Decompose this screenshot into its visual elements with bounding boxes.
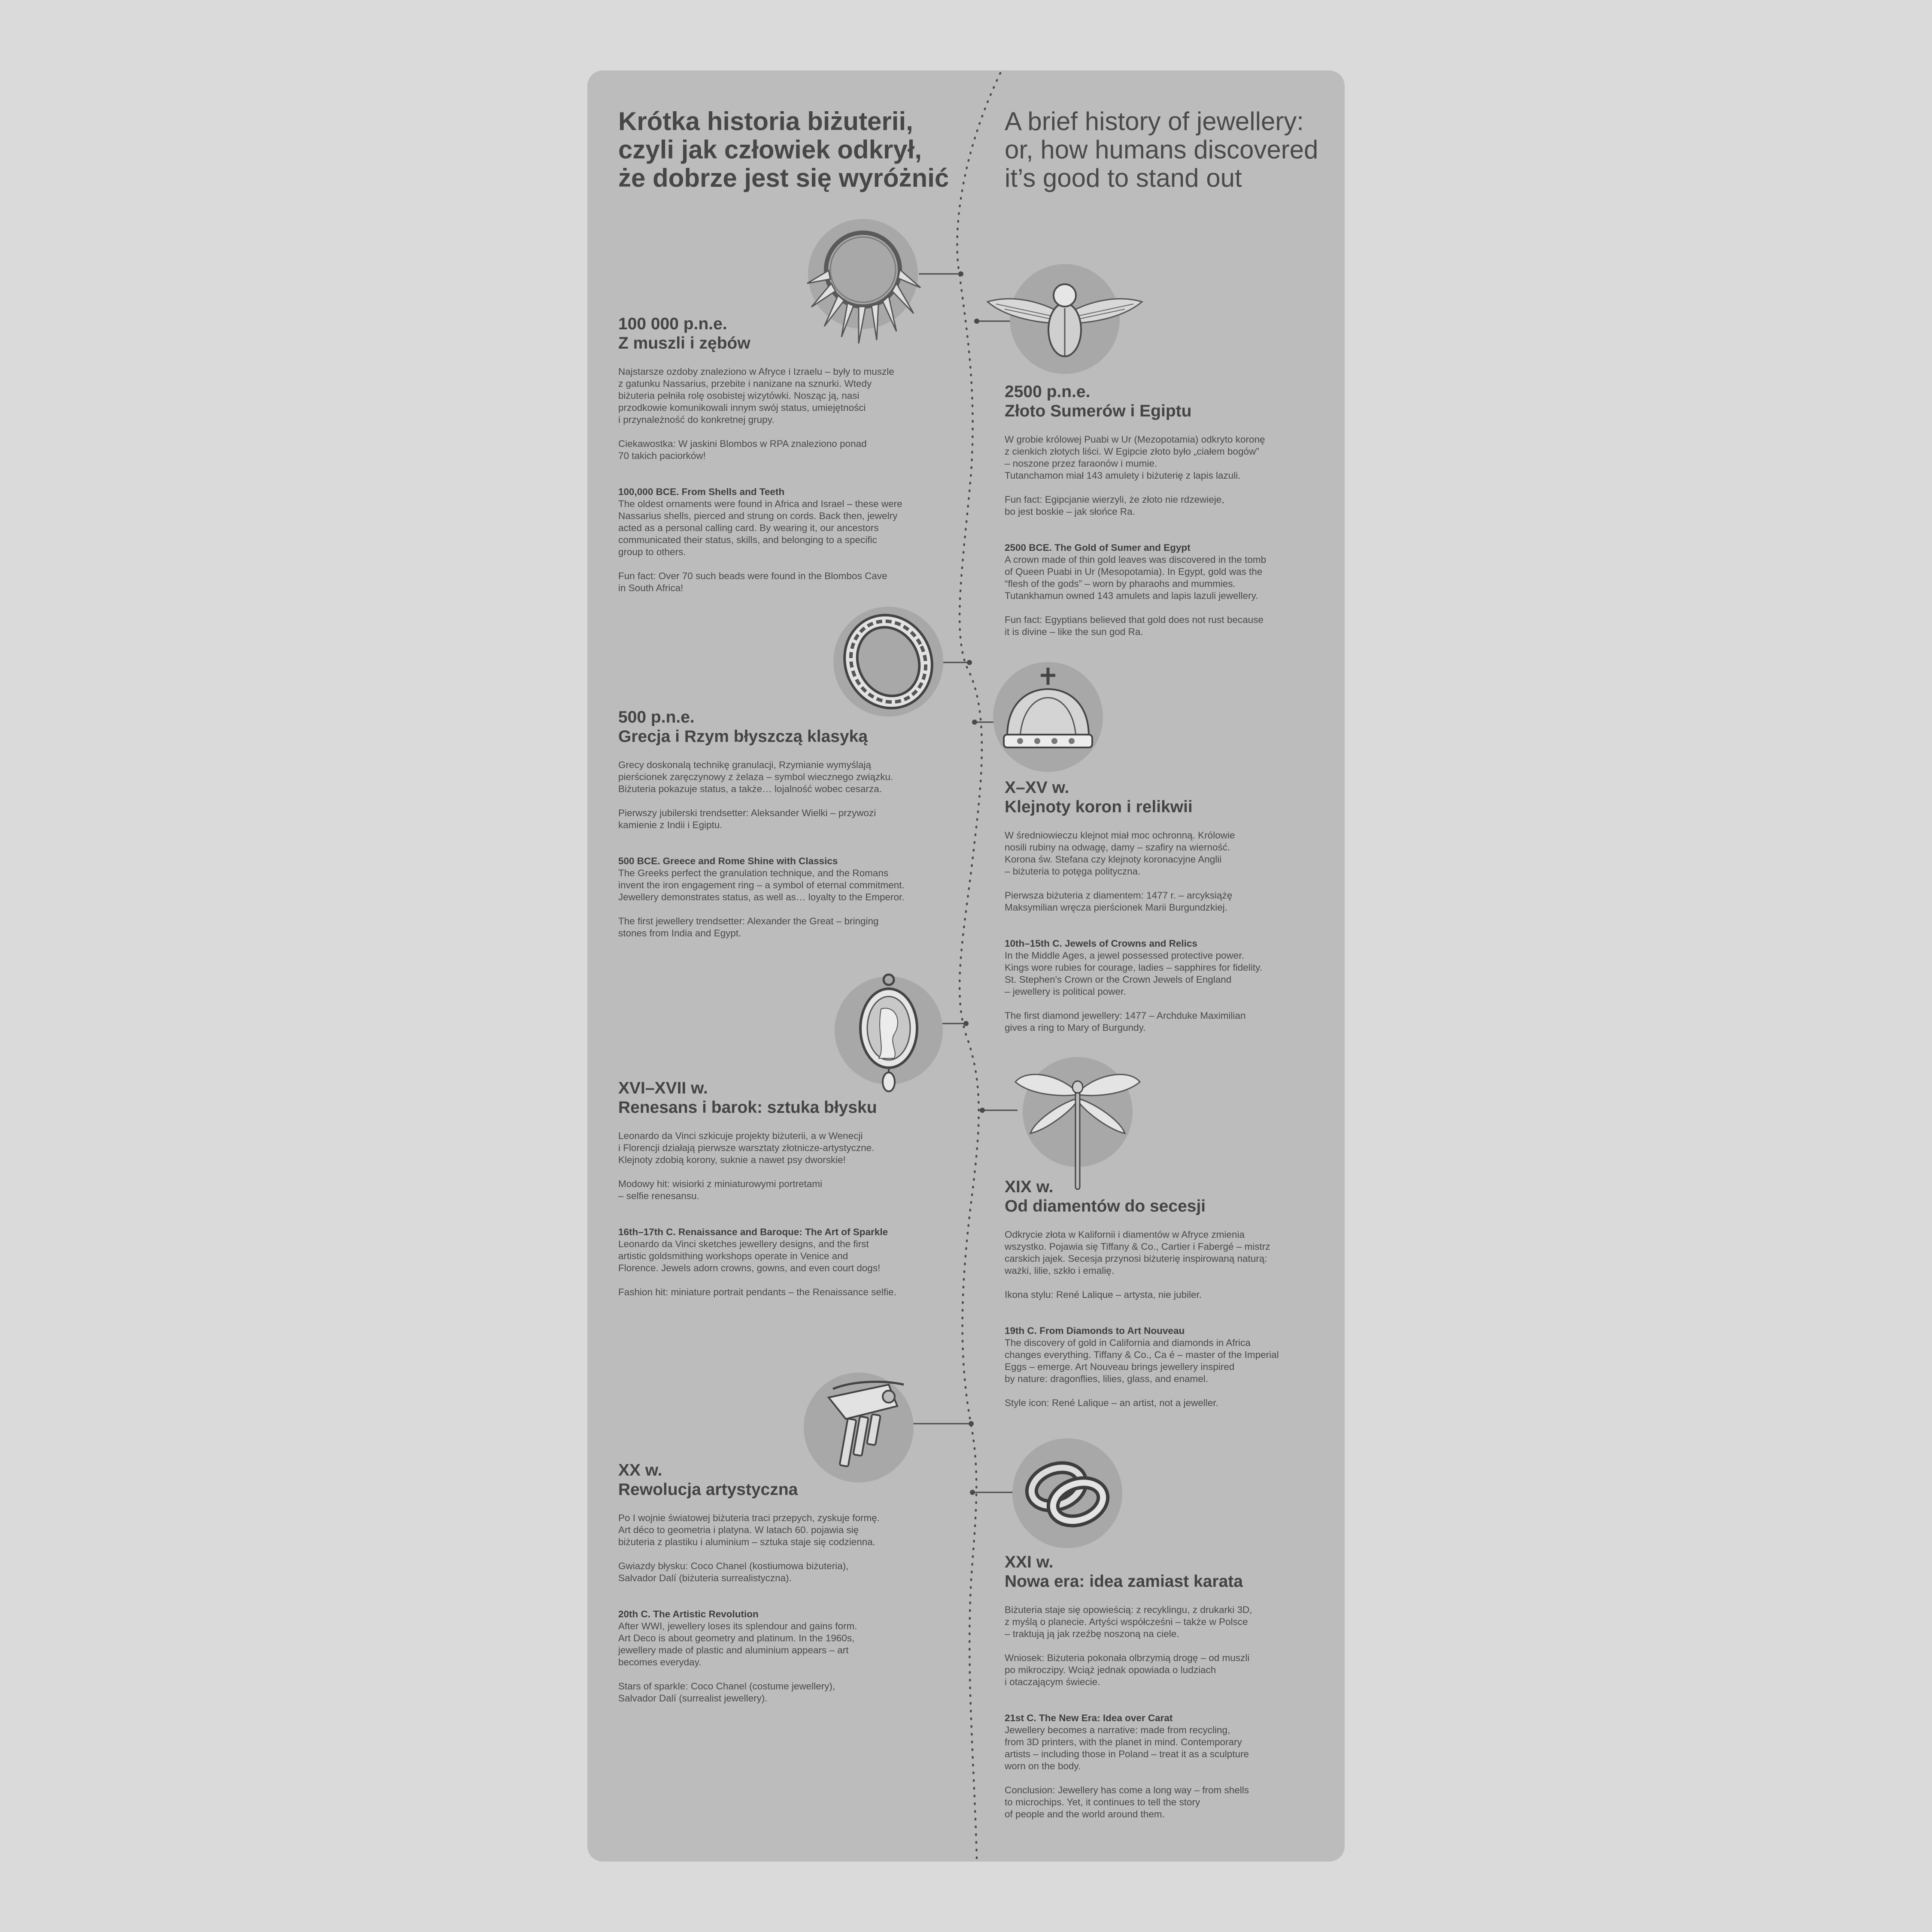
entry-pl-fact: Fun fact: Egipcjanie wierzyli, że złoto nie rdzewieje, bo jest boskie – jak słońce Ra. [1005,494,1224,517]
entry-title: Z muszli i zębów [618,334,750,352]
entry-10th-15th-century [1005,778,1331,1046]
entry-pl-fact: Gwiazdy błysku: Coco Chanel (kostiumowa biżuteria), Salvador Dalí (biżuteria surrealistyczna). [618,1561,849,1583]
entry-en-body: Leonardo da Vinci sketches jewellery designs, and the first artistic goldsmithing workshops operate in Venice and Florence. Jewels adorn crowns, gowns, and even court dogs! [618,1239,881,1273]
entry-pl-body: Leonardo da Vinci szkicuje projekty biżuterii, a w Wenecji i Florencji działają pierwsze warsztaty złotnicze-artystyczne. Klejnoty zdobią korony, suknie a nawet psy dworskie! [618,1130,875,1165]
entry-en-body: Jewellery becomes a narrative: made from recycling, from 3D printers, with the planet in mind. Contemporary artists – including those in Poland – treat it as a sculpture worn on the body. [1005,1725,1249,1771]
entry-pl-body: Po I wojnie światowej biżuteria traci przepych, zyskuje formę. Art déco to geometria i platyna. W latach 60. pojawia się biżuteria z plastiku i aluminium – sztuka staje się codzienna. [618,1513,880,1547]
entry-heading [618,1078,945,1117]
entry-en-fact: Stars of sparkle: Coco Chanel (costume jewellery), Salvador Dalí (surrealist jewellery). [618,1681,835,1704]
entry-title: Od diamentów do secesji [1005,1197,1206,1215]
entry-heading [1005,778,1331,817]
entry-heading [618,314,945,353]
entry-en-body: A crown made of thin gold leaves was discovered in the tomb of Queen Puabi in Ur (Mesopotamia). In Egypt, gold was the “flesh of the gods” – worn by pharaohs and mummies. Tutankhamun owned 143 amulets and lapis lazuli jewellery. [1005,554,1267,601]
entry-20th-century [618,1461,945,1716]
dragonfly-icon [1013,1056,1142,1194]
entry-en-heading: 20th C. The Artistic Revolution [618,1609,759,1619]
entry-heading [1005,382,1331,421]
entry-en-heading: 21st C. The New Era: Idea over Carat [1005,1713,1173,1723]
entry-date: XIX w. [1005,1178,1054,1196]
page-title-pl: Krótka historia biżuterii, czyli jak człowiek odkrył, że dobrze jest się wyróżnić [618,107,949,192]
entry-en-fact: Conclusion: Jewellery has come a long way – from shells to microchips. Yet, it continues to tell the story of people and the world around them. [1005,1785,1249,1820]
winged-scarab-icon [983,261,1146,386]
entry-en-body: The Greeks perfect the granulation technique, and the Romans invent the iron engagement ring – a symbol of eternal commitment. Jewellery demonstrates status, as well as… loyalty to the Emperor. [618,868,905,902]
entry-pl-body: W grobie królowej Puabi w Ur (Mezopotamia) odkryto koronę z cienkich złotych liści. W Egipcie złoto było „ciałem bogów” – noszone przez faraonów i mumie. Tutanchamon miał 143 amulety i biżuterię z lapis lazuli. [1005,434,1265,481]
entry-title: Renesans i barok: sztuka błysku [618,1098,877,1117]
entry-21st-century [1005,1552,1331,1832]
entry-heading [1005,1177,1331,1216]
entry-title: Złoto Sumerów i Egiptu [1005,402,1192,420]
entry-pl-fact: Wniosek: Biżuteria pokonała olbrzymią drogę – od muszli po mikroczipy. Wciąż jednak opowiada o ludziach i otaczającym świecie. [1005,1653,1250,1687]
entry-en-body: After WWI, jewellery loses its splendour and gains form. Art Deco is about geometry and platinum. In the 1960s, jewellery made of plastic and aluminium appears – art becomes everyday. [618,1621,857,1668]
entry-en-fact: Fun fact: Egyptians believed that gold does not rust because it is divine – like the sun god Ra. [1005,614,1264,637]
crown-icon [990,659,1106,775]
entry-en-fact: Style icon: René Lalique – an artist, not a jeweller. [1005,1397,1218,1408]
entry-pl-body: Biżuteria staje się opowieścią: z recyklingu, z drukarki 3D, z myślą o planecie. Artyści współcześni – także w Polsce – traktują ją jak rzeźbę noszoną na ciele. [1005,1604,1252,1639]
entry-en-heading: 100,000 BCE. From Shells and Teeth [618,486,785,497]
entry-en-heading: 19th C. From Diamonds to Art Nouveau [1005,1325,1185,1336]
entry-heading [1005,1552,1331,1591]
entry-2500-bce [1005,382,1331,650]
entry-pl-body: Odkrycie złota w Kalifornii i diamentów w Afryce zmienia wszystko. Pojawia się Tiffany & Co., Cartier i Fabergé – mistrz carskich jajek. Secesja przynosi biżuterię inspirowaną naturą: ważki, lilie, szkło i emalię. [1005,1229,1270,1276]
entry-title: Rewolucja artystyczna [618,1480,798,1499]
entry-en-fact: Fashion hit: miniature portrait pendants – the Renaissance selfie. [618,1287,896,1297]
entry-date: XX w. [618,1461,662,1479]
entry-date: 100 000 p.n.e. [618,315,727,333]
entry-pl-body: W średniowieczu klejnot miał moc ochronną. Królowie nosili rubiny na odwagę, damy – szafiry na wierność. Korona św. Stefana czy klejnoty koronacyjne Anglii – biżuteria to potęga polityczna. [1005,830,1235,877]
entry-date: X–XV w. [1005,778,1069,797]
entry-en-fact: The first diamond jewellery: 1477 – Archduke Maximilian gives a ring to Mary of Burgundy. [1005,1010,1246,1033]
entry-19th-century [1005,1177,1331,1421]
entry-title: Grecja i Rzym błyszczą klasyką [618,727,868,746]
knot-ring-icon [1012,1437,1123,1549]
entry-100000-bce [618,314,945,606]
entry-en-body: In the Middle Ages, a jewel possessed protective power. Kings wore rubies for courage, ladies – sapphires for fidelity. St. Stephen's Crown or the Crown Jewels of England – jewellery is political power. [1005,950,1262,997]
entry-en-heading: 10th–15th C. Jewels of Crowns and Relics [1005,938,1197,949]
entry-500-bce [618,708,945,951]
entry-heading [618,1461,945,1499]
greek-ring-icon [832,605,945,718]
entry-en-fact: The first jewellery trendsetter: Alexander the Great – bringing stones from India and Egypt. [618,916,879,939]
entry-date: XVI–XVII w. [618,1079,708,1097]
entry-16th-17th-century [618,1078,945,1310]
entry-heading [618,708,945,746]
entry-date: 2500 p.n.e. [1005,383,1091,401]
entry-pl-fact: Pierwsza biżuteria z diamentem: 1477 r. – arcyksiążę Maksymilian wręcza pierścionek Marii Burgundzkiej. [1005,890,1233,913]
page-title-en: A brief history of jewellery: or, how humans discovered it’s good to stand out [1005,107,1318,192]
entry-en-heading: 500 BCE. Greece and Rome Shine with Classics [618,856,838,866]
entry-date: 500 p.n.e. [618,708,695,726]
entry-date: XXI w. [1005,1553,1054,1571]
entry-en-heading: 2500 BCE. The Gold of Sumer and Egypt [1005,542,1191,553]
entry-pl-body: Najstarsze ozdoby znaleziono w Afryce i Izraelu – były to muszle z gatunku Nassarius, przebite i nanizane na sznurki. Wtedy biżuteria pełniła rolę osobistej wizytówki. Nosząc ją, nasi przodkowie komunikowali innym swój status, umiejętności i przynależność do konkretnej grupy. [618,366,894,425]
entry-title: Nowa era: idea zamiast karata [1005,1572,1243,1591]
entry-pl-fact: Pierwszy jubilerski trendsetter: Aleksander Wielki – przywozi kamienie z Indii i Egiptu. [618,808,876,830]
entry-pl-fact: Modowy hit: wisiorki z miniaturowymi portretami – selfie renesansu. [618,1179,823,1201]
entry-pl-fact: Ikona stylu: René Lalique – artysta, nie jubiler. [1005,1289,1202,1300]
entry-en-body: The discovery of gold in California and diamonds in Africa changes everything. Tiffany & Co., Ca é – master of the Imperial Eggs – emerge. Art Nouveau brings jewellery inspired by nature: dragonflies, lilies, glass, and enamel. [1005,1337,1279,1384]
entry-pl-body: Grecy doskonalą technikę granulacji, Rzymianie wymyślają pierścionek zaręczynowy z żelaza – symbol wiecznego związku. Biżuteria pokazuje status, a także… lojalność wobec cesarza. [618,759,893,794]
entry-en-body: The oldest ornaments were found in Africa and Israel – these were Nassarius shells, pierced and strung on cords. Back then, jewelry acted as a personal calling card. By wearing it, our ancestors communicated their status, skills, and belonging to a specific group to others. [618,498,902,557]
entry-title: Klejnoty koron i relikwii [1005,798,1193,816]
entry-en-fact: Fun fact: Over 70 such beads were found in the Blombos Cave in South Africa! [618,571,887,593]
entry-en-heading: 16th–17th C. Renaissance and Baroque: The Art of Sparkle [618,1227,888,1237]
entry-pl-fact: Ciekawostka: W jaskini Blombos w RPA znaleziono ponad 70 takich paciorków! [618,438,867,461]
